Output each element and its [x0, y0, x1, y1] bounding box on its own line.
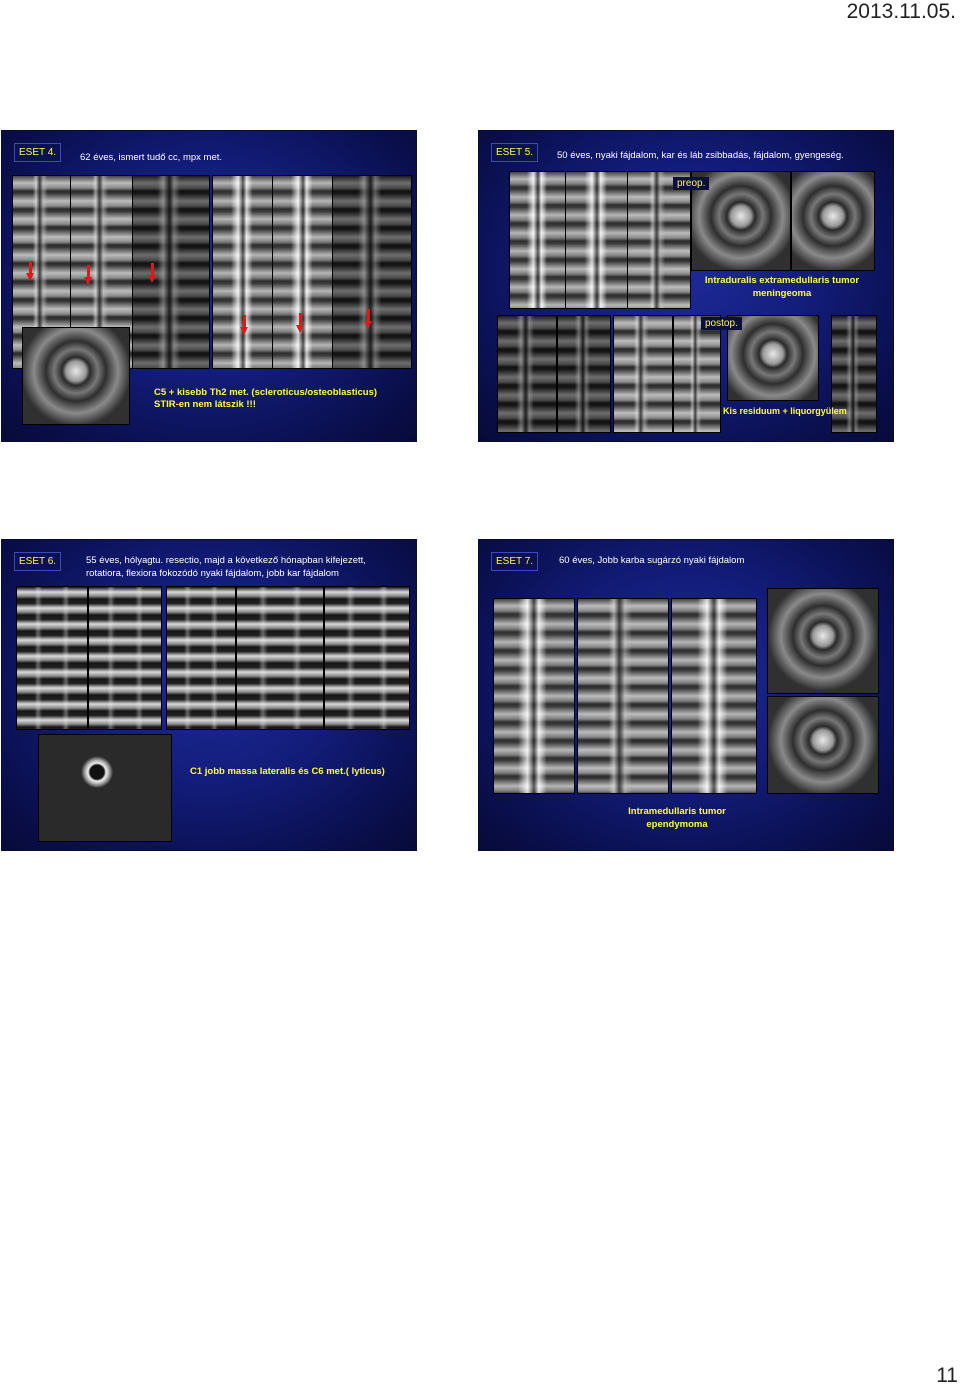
red-arrow-icon	[364, 321, 372, 329]
slide-eset-5	[478, 130, 894, 442]
mri-postop-1	[497, 315, 557, 433]
mri-sagittal-6	[332, 175, 412, 369]
case-label: ESET 4.	[14, 143, 61, 162]
case-description: 50 éves, nyaki fájdalom, kar és láb zsibbadás, fájdalom, gyengeség.	[557, 150, 844, 161]
case-description: 60 éves, Jobb karba sugárzó nyaki fájdalom	[559, 555, 745, 566]
diagnosis-line-1: Intramedullaris tumor	[628, 806, 726, 817]
mri-axial-2	[767, 696, 879, 794]
diagnosis-line-2: meningeoma	[752, 288, 812, 299]
ct-axial	[38, 734, 172, 842]
ct-coronal-2	[88, 586, 162, 730]
slide-eset-7	[478, 539, 894, 851]
print-date: 2013.11.05.	[846, 0, 956, 23]
ct-sagittal-1	[166, 586, 236, 730]
mri-preop-1	[509, 171, 567, 309]
mri-sagittal-4	[212, 175, 274, 369]
postop-caption: Kis residuum + liquorgyülem	[723, 406, 847, 416]
page-number: 11	[936, 1364, 958, 1387]
red-arrow-icon	[240, 327, 248, 335]
ct-coronal-3	[324, 586, 410, 730]
caption-line-1: C5 + kisebb Th2 met. (scleroticus/osteoblasticus)	[154, 387, 378, 398]
mri-postop-4	[673, 315, 721, 433]
case-label: ESET 5.	[491, 143, 538, 162]
mri-sagittal-2	[577, 598, 669, 794]
ct-coronal-1	[16, 586, 88, 730]
red-arrow-icon	[84, 277, 92, 285]
mri-sagittal-3	[671, 598, 757, 794]
mri-sagittal-3	[132, 175, 210, 369]
red-arrow-icon	[148, 275, 156, 283]
red-arrow-icon	[26, 273, 34, 281]
case-label: ESET 6.	[14, 552, 61, 571]
mri-postop-3	[613, 315, 673, 433]
case-description-line-2: rotatiora, flexiora fokozódó nyaki fájdalom, jobb kar fájdalom	[86, 568, 339, 579]
postop-label: postop.	[701, 317, 742, 330]
mri-sagittal-1	[493, 598, 575, 794]
red-arrow-icon	[296, 325, 304, 333]
slide-eset-4	[1, 130, 417, 442]
caption-line-2: STIR-en nem látszik !!!	[154, 399, 256, 410]
mri-preop-3	[627, 171, 691, 309]
mri-axial	[22, 327, 130, 425]
ct-sagittal-2	[236, 586, 324, 730]
caption: C1 jobb massa lateralis és C6 met.( lyticus)	[190, 766, 385, 777]
slide-eset-6	[1, 539, 417, 851]
mri-postop-2	[557, 315, 611, 433]
mri-preop-axial-2	[791, 171, 875, 271]
case-description: 62 éves, ismert tudő cc, mpx met.	[80, 152, 223, 163]
mri-sagittal-5	[272, 175, 334, 369]
mri-preop-2	[565, 171, 629, 309]
case-label: ESET 7.	[491, 552, 538, 571]
case-description-line-1: 55 éves, hólyagtu. resectio, majd a következő hónapban kifejezett,	[86, 555, 366, 566]
diagnosis-line-1: Intraduralis extramedullaris tumor	[704, 275, 860, 286]
preop-label: preop.	[673, 177, 709, 190]
diagnosis-line-2: ependymoma	[646, 819, 708, 830]
mri-axial-1	[767, 588, 879, 694]
